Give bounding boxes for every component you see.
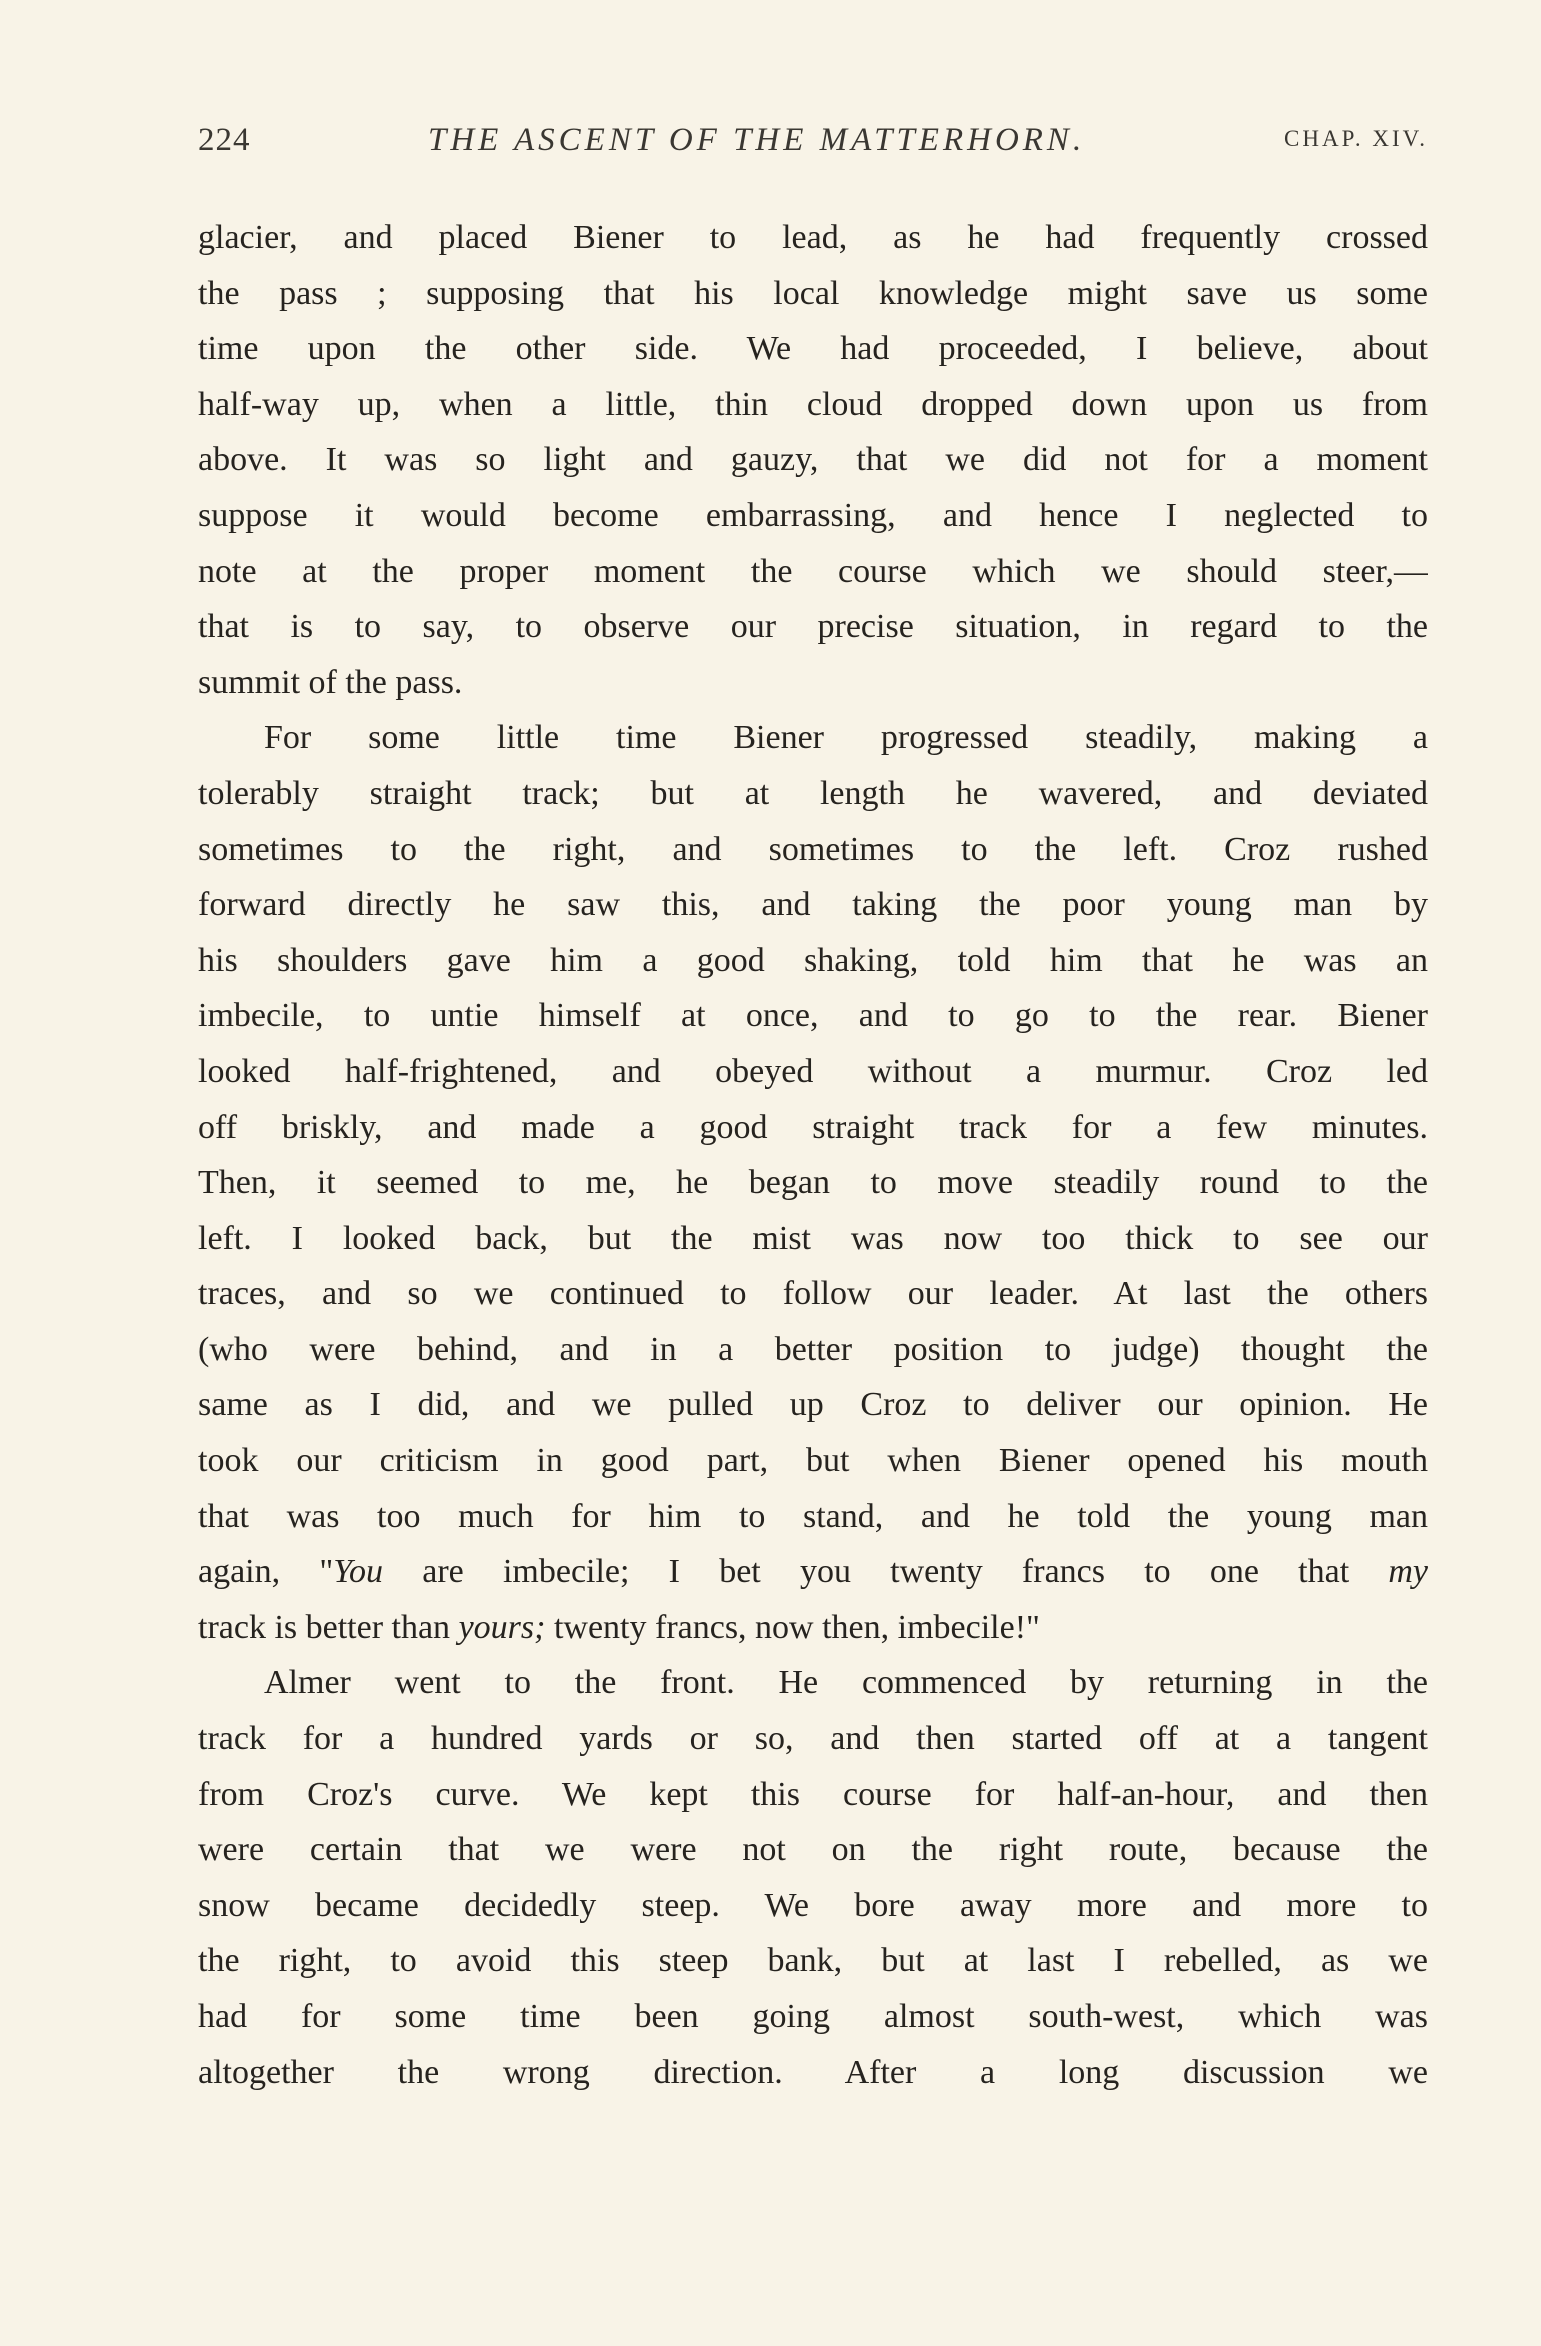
text-line: again, "You are imbecile; I bet you twenty francs to one that my: [198, 1553, 1428, 1591]
text-line: had for some time been going almost south-west, which was: [198, 1998, 1428, 2035]
text-line: looked half-frightened, and obeyed without a murmur. Croz led: [198, 1052, 1428, 1090]
text-line: from Croz's curve. We kept this course for half-an-hour, and then: [198, 1775, 1428, 1813]
text-line: the pass ; supposing that his local knowledge might save us some: [198, 274, 1428, 312]
text-line: his shoulders gave him a good shaking, told him that he was an: [198, 941, 1428, 979]
text-line: left. I looked back, but the mist was now too thick to see our: [198, 1219, 1428, 1257]
text-line: track for a hundred yards or so, and then started off at a tangent: [198, 1720, 1428, 1758]
text-line: were certain that we were not on the right route, because the: [198, 1831, 1428, 1869]
text-line: forward directly he saw this, and taking the poor young man by: [198, 886, 1428, 924]
text-line: imbecile, to untie himself at once, and to go to the rear. Biener: [198, 997, 1428, 1035]
text-line: traces, and so we continued to follow our leader. At last the others: [198, 1275, 1428, 1313]
text-line: Almer went to the front. He commenced by returning in the: [264, 1664, 1428, 1702]
text-line: sometimes to the right, and sometimes to the left. Croz rushed: [198, 830, 1428, 868]
text-line: For some little time Biener progressed steadily, making a: [264, 719, 1428, 757]
chapter-label: CHAP. XIV.: [1284, 126, 1428, 151]
text-line: glacier, and placed Biener to lead, as he had frequently crossed: [198, 219, 1428, 256]
text-line: above. It was so light and gauzy, that we did not for a moment: [198, 441, 1428, 479]
text-line: the right, to avoid this steep bank, but at last I rebelled, as we: [198, 1942, 1428, 1980]
text-line: off briskly, and made a good straight track for a few minutes.: [198, 1108, 1428, 1146]
text-line: suppose it would become embarrassing, and hence I neglected to: [198, 496, 1428, 534]
text-line: time upon the other side. We had proceeded, I believe, about: [198, 330, 1428, 368]
text-line: track is better than yours; twenty francs, now then, imbecile!": [198, 1608, 1040, 1646]
text-line: (who were behind, and in a better position to judge) thought the: [198, 1330, 1428, 1368]
text-line: altogether the wrong direction. After a long discussion we: [198, 2053, 1428, 2091]
text-line: half-way up, when a little, thin cloud dropped down upon us from: [198, 385, 1428, 423]
text-line: snow became decidedly steep. We bore away more and more to: [198, 1886, 1428, 1924]
body-text: [198, 210, 1428, 2100]
text-line: tolerably straight track; but at length he wavered, and deviated: [198, 774, 1428, 812]
page-number: 224: [198, 122, 251, 158]
text-line: note at the proper moment the course which we should steer,—: [198, 552, 1428, 590]
running-title: THE ASCENT OF THE MATTERHORN.: [428, 122, 1086, 158]
text-line: that was too much for him to stand, and he told the young man: [198, 1497, 1428, 1535]
text-line: that is to say, to observe our precise situation, in regard to the: [198, 608, 1428, 646]
text-line: summit of the pass.: [198, 663, 463, 701]
text-line: took our criticism in good part, but when Biener opened his mouth: [198, 1442, 1428, 1480]
text-line: same as I did, and we pulled up Croz to deliver our opinion. He: [198, 1386, 1428, 1424]
text-line: Then, it seemed to me, he began to move steadily round to the: [198, 1164, 1428, 1202]
running-header: [198, 122, 1428, 170]
